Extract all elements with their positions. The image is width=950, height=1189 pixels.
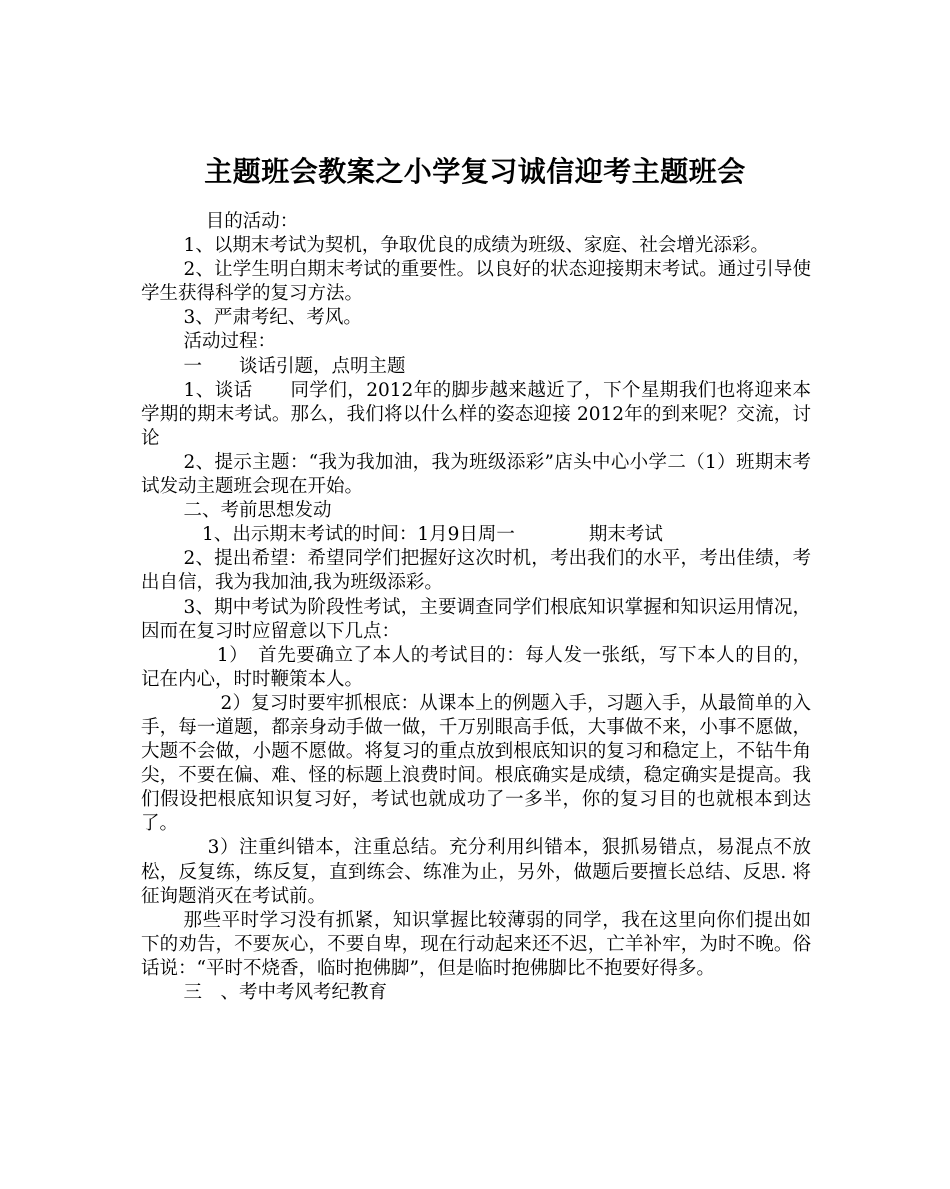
paragraph-objective-1: 1、以期末考试为契机，争取优良的成绩为班级、家庭、社会增光添彩。 xyxy=(183,235,769,257)
paragraph-objectives-heading: 目的活动： xyxy=(205,211,299,232)
paragraph-talk: 1、谈话 同学们，2012年的脚步越来越近了，下个星期我们也将迎来本学期的期末考试。那么，我们将以什么样的姿态迎接 2012年的到来呢？交流，讨论 xyxy=(141,379,811,449)
paragraph-point-2: 2）复习时要牢抓根底：从课本上的例题入手，习题入手，从最简单的入手，每一道题，都亲身动手做一做，千万别眼高手低，大事做不来，小事不愿做，大题不会做，小题不愿做。将复习的重点放到根底知识的复习和稳定上，不钻牛角尖，不要在偏、难、怪的标题上浪费时间。根底确实是成绩，稳定确实是提高。我们假设把根底知识复习好，考试也就成功了一多半，你的复习目的也就根本到达了。 xyxy=(141,692,811,835)
paragraph-advice: 那些平时学习没有抓紧，知识掌握比较薄弱的同学，我在这里向你们提出如下的劝告，不要灰心，不要自卑，现在行动起来还不迟，亡羊补牢，为时不晚。俗话说：“平时不烧香，临时抱佛脚”，但是临时抱佛脚比不抱要好得多。 xyxy=(141,909,811,979)
paragraph-hope: 2、提出希望：希望同学们把握好这次时机，考出我们的水平，考出佳绩，考出自信，我为我加油,我为班级添彩。 xyxy=(141,548,811,594)
document-body xyxy=(141,210,811,1005)
paragraph-objective-2: 2、让学生明白期末考试的重要性。以良好的状态迎接期末考试。通过引导使学生获得科学的复习方法。 xyxy=(141,259,811,305)
paragraph-point-1: 1） 首先要确立了本人的考试目的：每人发一张纸，写下本人的目的，记在内心，时时鞭策本人。 xyxy=(141,644,811,690)
paragraph-theme: 2、提示主题：“我为我加油，我为班级添彩”店头中心小学二（1）班期末考试发动主题班会现在开始。 xyxy=(141,451,811,498)
paragraph-exam-time: 1、出示期末考试的时间：1月9日周一 期末考试 xyxy=(202,524,663,546)
section-heading-3: 三 、考中考风考纪教育 xyxy=(183,982,388,1003)
paragraph-objective-3: 3、严肃考纪、考风。 xyxy=(183,307,362,329)
section-heading-1: 一 谈话引题，点明主题 xyxy=(183,355,406,377)
section-heading-2: 二、考前思想发动 xyxy=(183,500,332,522)
paragraph-process-heading: 活动过程： xyxy=(183,331,277,353)
paragraph-midterm: 3、期中考试为阶段性考试，主要调查同学们根底知识掌握和知识运用情况，因而在复习时应留意以下几点： xyxy=(141,596,811,642)
document-title: 主题班会教案之小学复习诚信迎考主题班会 xyxy=(204,154,746,188)
paragraph-point-3: 3）注重纠错本，注重总结。充分利用纠错本，狠抓易错点，易混点不放松，反复练，练反复，直到练会、练准为止，另外，做题后要擅长总结、反思. 将征询题消灭在考试前。 xyxy=(141,837,811,907)
